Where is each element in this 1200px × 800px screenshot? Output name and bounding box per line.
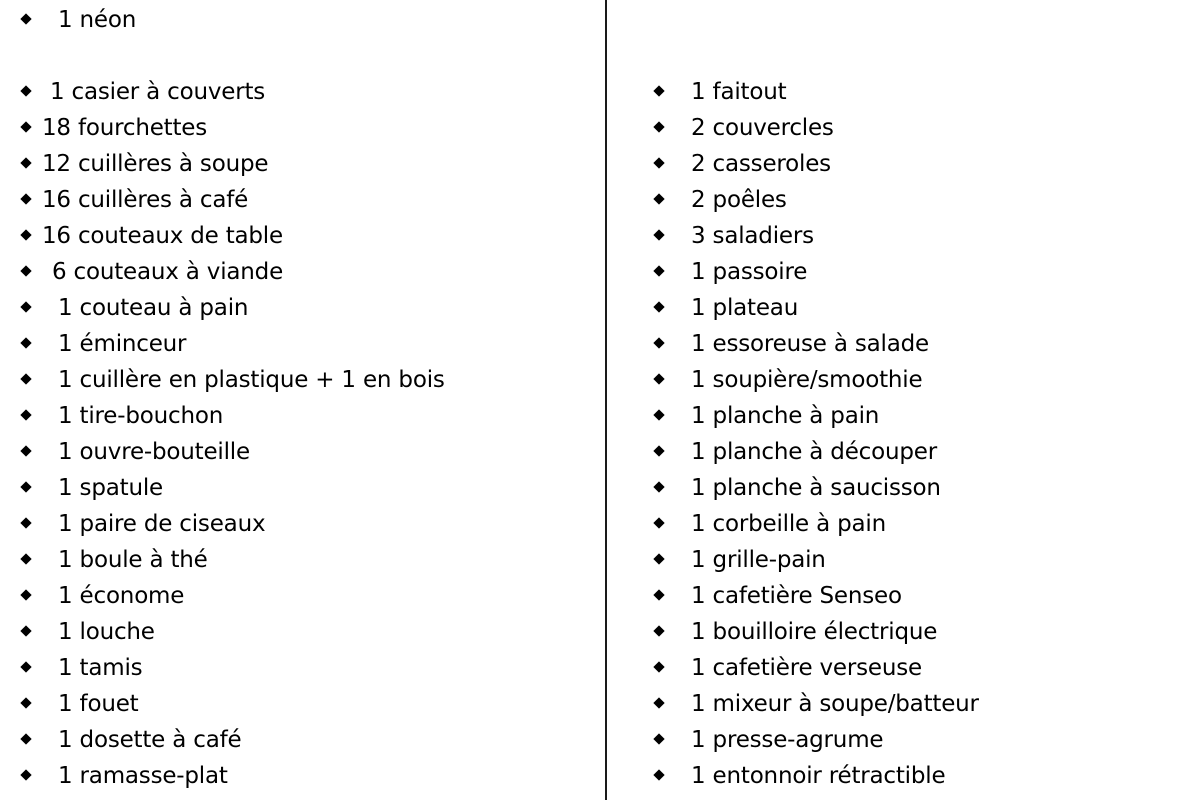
diamond-bullet-icon	[653, 517, 664, 528]
diamond-bullet-icon	[20, 193, 31, 204]
diamond-bullet-icon	[20, 445, 31, 456]
diamond-bullet-icon	[20, 157, 31, 168]
diamond-bullet-icon	[20, 373, 31, 384]
list-item: 2 couvercles	[655, 110, 834, 146]
diamond-bullet-icon	[20, 769, 31, 780]
list-item: 1 spatule	[22, 470, 163, 506]
diamond-bullet-icon	[20, 85, 31, 96]
list-item: 2 poêles	[655, 182, 787, 218]
list-item: 2 casseroles	[655, 146, 831, 182]
diamond-bullet-icon	[653, 409, 664, 420]
list-item: 16 couteaux de table	[22, 218, 283, 254]
list-item: 3 saladiers	[655, 218, 814, 254]
diamond-bullet-icon	[653, 661, 664, 672]
list-item: 1 corbeille à pain	[655, 506, 886, 542]
list-item: 1 tire-bouchon	[22, 398, 223, 434]
list-item: 1 boule à thé	[22, 542, 208, 578]
list-item: 1 casier à couverts	[22, 74, 265, 110]
diamond-bullet-icon	[653, 625, 664, 636]
diamond-bullet-icon	[653, 373, 664, 384]
diamond-bullet-icon	[653, 481, 664, 492]
diamond-bullet-icon	[653, 121, 664, 132]
diamond-bullet-icon	[653, 769, 664, 780]
diamond-bullet-icon	[20, 301, 31, 312]
diamond-bullet-icon	[653, 301, 664, 312]
list-item: 1 essoreuse à salade	[655, 326, 929, 362]
list-item: 1 bouilloire électrique	[655, 614, 937, 650]
list-item: 1 cuillère en plastique + 1 en bois	[22, 362, 445, 398]
list-item: 1 cafetière verseuse	[655, 650, 922, 686]
diamond-bullet-icon	[20, 121, 31, 132]
list-item: 1 faitout	[655, 74, 786, 110]
list-item: 1 fouet	[22, 686, 138, 722]
list-item: 1 soupière/smoothie	[655, 362, 922, 398]
diamond-bullet-icon	[20, 517, 31, 528]
list-item: 1 passoire	[655, 254, 807, 290]
diamond-bullet-icon	[20, 733, 31, 744]
column-divider	[605, 0, 607, 800]
list-item: 1 ramasse-plat	[22, 758, 228, 794]
list-item: 1 tamis	[22, 650, 142, 686]
diamond-bullet-icon	[20, 337, 31, 348]
list-item: 1 éminceur	[22, 326, 186, 362]
diamond-bullet-icon	[20, 661, 31, 672]
list-item: 1 louche	[22, 614, 155, 650]
list-item: 1 entonnoir rétractible	[655, 758, 945, 794]
diamond-bullet-icon	[20, 481, 31, 492]
list-item: 1 presse-agrume	[655, 722, 883, 758]
diamond-bullet-icon	[653, 697, 664, 708]
list-item: 12 cuillères à soupe	[22, 146, 268, 182]
diamond-bullet-icon	[653, 589, 664, 600]
list-item: 1 cafetière Senseo	[655, 578, 902, 614]
diamond-bullet-icon	[20, 589, 31, 600]
list-item: 1 couteau à pain	[22, 290, 248, 326]
list-item: 1 dosette à café	[22, 722, 241, 758]
list-item: 1 néon	[22, 2, 136, 38]
list-item: 1 planche à saucisson	[655, 470, 941, 506]
diamond-bullet-icon	[20, 697, 31, 708]
diamond-bullet-icon	[653, 157, 664, 168]
diamond-bullet-icon	[653, 553, 664, 564]
list-item: 6 couteaux à viande	[22, 254, 283, 290]
list-item: 1 grille-pain	[655, 542, 826, 578]
diamond-bullet-icon	[653, 229, 664, 240]
diamond-bullet-icon	[653, 337, 664, 348]
diamond-bullet-icon	[20, 265, 31, 276]
list-item: 1 économe	[22, 578, 184, 614]
diamond-bullet-icon	[20, 13, 31, 24]
list-item: 16 cuillères à café	[22, 182, 248, 218]
diamond-bullet-icon	[653, 733, 664, 744]
diamond-bullet-icon	[20, 553, 31, 564]
list-item: 18 fourchettes	[22, 110, 207, 146]
diamond-bullet-icon	[20, 409, 31, 420]
list-item: 1 planche à pain	[655, 398, 879, 434]
diamond-bullet-icon	[653, 445, 664, 456]
list-item: 1 paire de ciseaux	[22, 506, 265, 542]
diamond-bullet-icon	[20, 229, 31, 240]
diamond-bullet-icon	[653, 193, 664, 204]
diamond-bullet-icon	[653, 85, 664, 96]
diamond-bullet-icon	[653, 265, 664, 276]
list-item: 1 plateau	[655, 290, 798, 326]
list-item: 1 mixeur à soupe/batteur	[655, 686, 979, 722]
list-item: 1 ouvre-bouteille	[22, 434, 250, 470]
diamond-bullet-icon	[20, 625, 31, 636]
list-item: 1 planche à découper	[655, 434, 937, 470]
